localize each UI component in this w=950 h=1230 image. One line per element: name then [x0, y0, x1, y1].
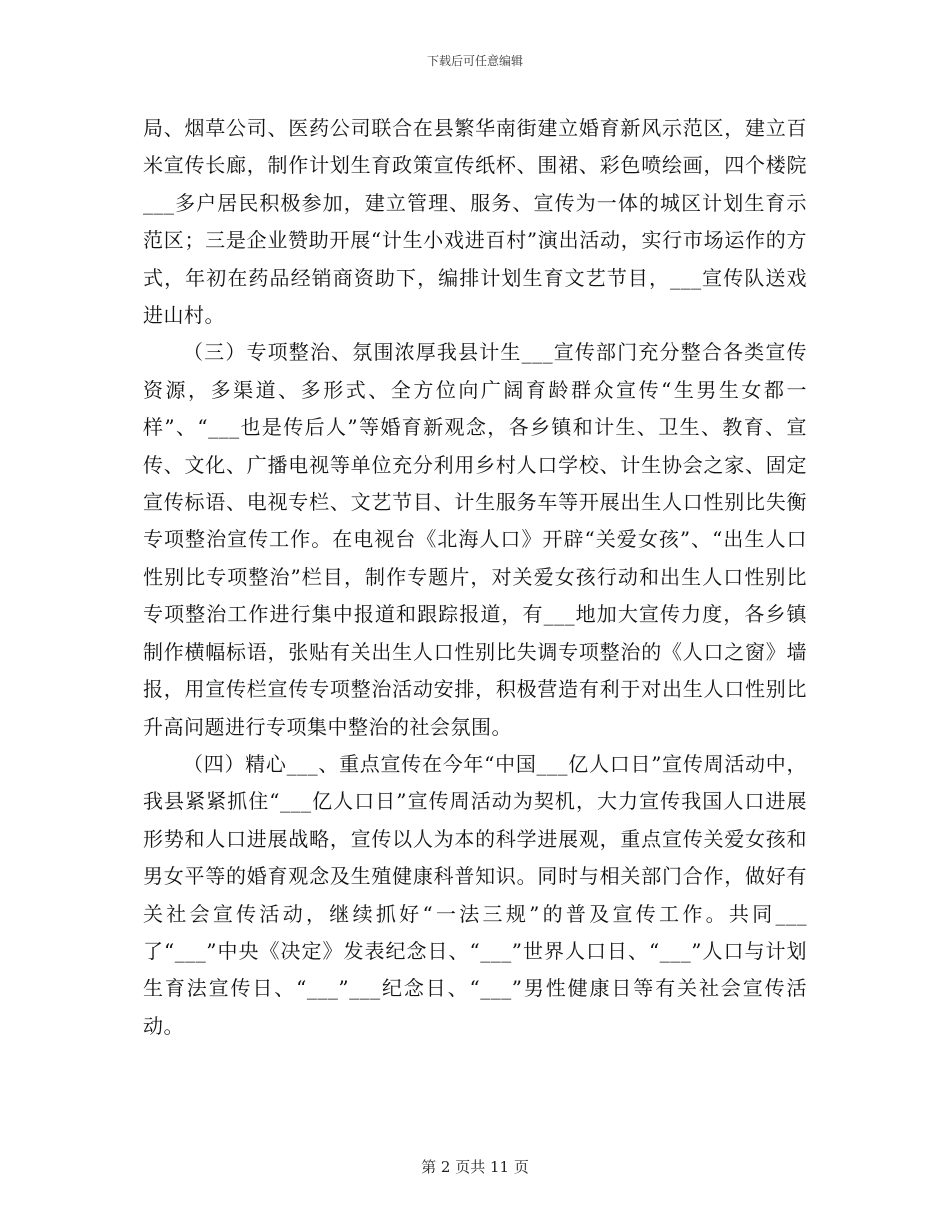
paragraph-section-four: （四）精心___、重点宣传在今年“中国___亿人口日”宣传周活动中，我县紧紧抓住“___亿人口日”宣传周活动为契机，大力宣传我国人口进展形势和人口进展战略，宣传以人为本的科学进展观，重点宣传关爱女孩和男女平等的婚育观念及生殖健康科普知识。同时与相关部门合作，做好有关社会宣传活动，继续抓好“一法三规”的普及宣传工作。共同___了“___”中央《决定》发表纪念日、“___”世界人口日、“___”人口与计划生育法宣传日、“___”___纪念日、“___”男性健康日等有关社会宣传活动。 [143, 751, 807, 1038]
page-footer: 第 2 页共 11 页 [421, 1158, 529, 1176]
page-header: 下载后可任意编辑 [426, 54, 523, 68]
document-body [143, 110, 807, 1045]
paragraph-continuation: 局、烟草公司、医药公司联合在县繁华南街建立婚育新风示范区，建立百米宣传长廊，制作计划生育政策宣传纸杯、围裙、彩色喷绘画，四个楼院___多户居民积极参加，建立管理、服务、宣传为一体的城区计划生育示范区；三是企业赞助开展“计生小戏进百村”演出活动，实行市场运作的方式，年初在药品经销商资助下，编排计划生育文艺节目，___宣传队送戏进山村。 [143, 116, 807, 328]
paragraph-section-three: （三）专项整治、氛围浓厚我县计生___宣传部门充分整合各类宣传资源，多渠道、多形式、全方位向广阔育龄群众宣传“生男生女都一样”、“___也是传后人”等婚育新观念，各乡镇和计生、卫生、教育、宣传、文化、广播电视等单位充分利用乡村人口学校、计生协会之家、固定宣传标语、电视专栏、文艺节目、计生服务车等开展出生人口性别比失衡专项整治宣传工作。在电视台《北海人口》开辟“关爱女孩”、“出生人口性别比专项整治”栏目，制作专题片，对关爱女孩行动和出生人口性别比专项整治工作进行集中报道和跟踪报道，有___地加大宣传力度，各乡镇制作横幅标语，张贴有关出生人口性别比失调专项整治的《人口之窗》墙报，用宣传栏宣传专项整治活动安排，积极营造有利于对出生人口性别比升高问题进行专项集中整治的社会氛围。 [143, 340, 807, 739]
